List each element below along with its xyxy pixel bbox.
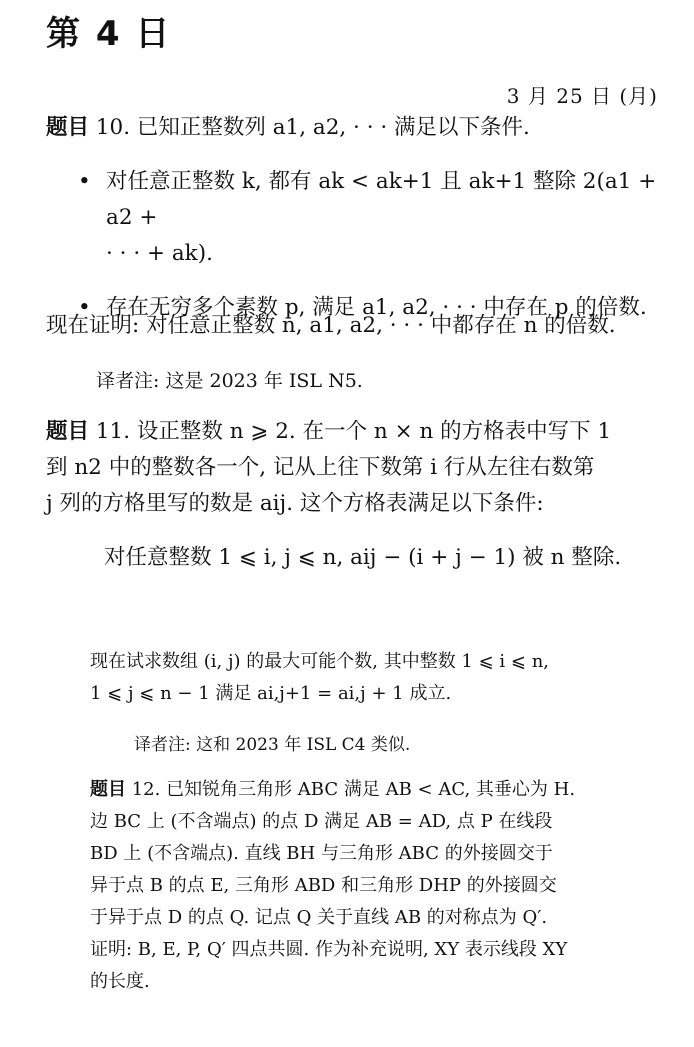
problem-11-statement [46, 414, 666, 522]
problem-12-line-2: 边 BC 上 (不含端点) 的点 D 满足 AB = AD, 点 P 在线段 [90, 811, 553, 832]
problem-10-conclusion-text: 现在证明: 对任意正整数 n, a1, a2, · · · 中都存在 n 的倍数. [46, 313, 616, 338]
problem-11-question-line-1: 现在试求数组 (i, j) 的最大可能个数, 其中整数 1 ⩽ i ⩽ n, [90, 651, 550, 672]
date-line [507, 80, 658, 109]
problem-10-intro: 10. 已知正整数列 a1, a2, · · · 满足以下条件. [95, 115, 530, 140]
problem-12-line-7: 的长度. [90, 971, 150, 992]
problem-12-line-3: BD 上 (不含端点). 直线 BH 与三角形 ABC 的外接圆交于 [90, 843, 553, 864]
translator-note-text: 译者注: 这和 2023 年 ISL C4 类似. [134, 735, 411, 755]
problem-10-heading [46, 110, 656, 146]
problem-12-line-4: 异于点 B 的点 E, 三角形 ABD 和三角形 DHP 的外接圆交 [90, 875, 557, 896]
date-text: 3 月 25 日 (月) [506, 84, 658, 108]
problem-12-line-5: 于异于点 D 的点 Q. 记点 Q 关于直线 AB 的对称点为 Q′. [90, 907, 548, 928]
day-title [46, 6, 171, 55]
problem-11-question [90, 646, 630, 710]
problem-10-label: 题目 [46, 115, 90, 140]
problem-11-condition-text: 对任意整数 1 ⩽ i, j ⩽ n, aij − (i + j − 1) 被 n 整除. [104, 545, 622, 570]
problem-12-line-6: 证明: B, E, P, Q′ 四点共圆. 作为补充说明, XY 表示线段 XY [90, 939, 568, 960]
problem-11-line-2: 到 n2 中的整数各一个, 记从上往下数第 i 行从左往右数第 [46, 455, 595, 480]
condition-item-continued [78, 236, 663, 272]
problem-11-question-line-2: 1 ⩽ j ⩽ n − 1 满足 ai,j+1 = ai,j + 1 成立. [90, 683, 452, 704]
condition-item [78, 164, 663, 236]
problem-10-conclusion [46, 308, 666, 344]
problem-12-line [90, 774, 630, 806]
bullet-icon: • [78, 295, 91, 320]
problem-11-condition [104, 540, 621, 571]
problem-12-statement [90, 774, 630, 998]
problem-10-conditions [78, 164, 663, 326]
problem-11-translator-note [134, 730, 410, 755]
translator-note-text: 译者注: 这是 2023 年 ISL N5. [96, 370, 363, 392]
condition-1-line-2: · · · + ak). [106, 241, 213, 266]
condition-2-text: 存在无穷多个素数 p, 满足 a1, a2, · · · 中存在 p 的倍数. [106, 295, 647, 320]
problem-10-translator-note [96, 366, 363, 393]
problem-11-line-1: 11. 设正整数 n ⩾ 2. 在一个 n × n 的方格表中写下 1 [95, 419, 612, 444]
problem-12-label: 题目 [90, 779, 126, 800]
problem-11-line-3: j 列的方格里写的数是 aij. 这个方格表满足以下条件: [46, 491, 544, 516]
day-title-text: 第 4 日 [46, 14, 172, 54]
problem-11-line [46, 414, 666, 450]
bullet-icon: • [78, 169, 91, 194]
problem-12-line-1: 12. 已知锐角三角形 ABC 满足 AB < AC, 其垂心为 H. [131, 779, 576, 800]
problem-11-label: 题目 [46, 419, 90, 444]
condition-1-line-1: 对任意正整数 k, 都有 ak < ak+1 且 ak+1 整除 2(a1 + a2 + [106, 169, 657, 230]
